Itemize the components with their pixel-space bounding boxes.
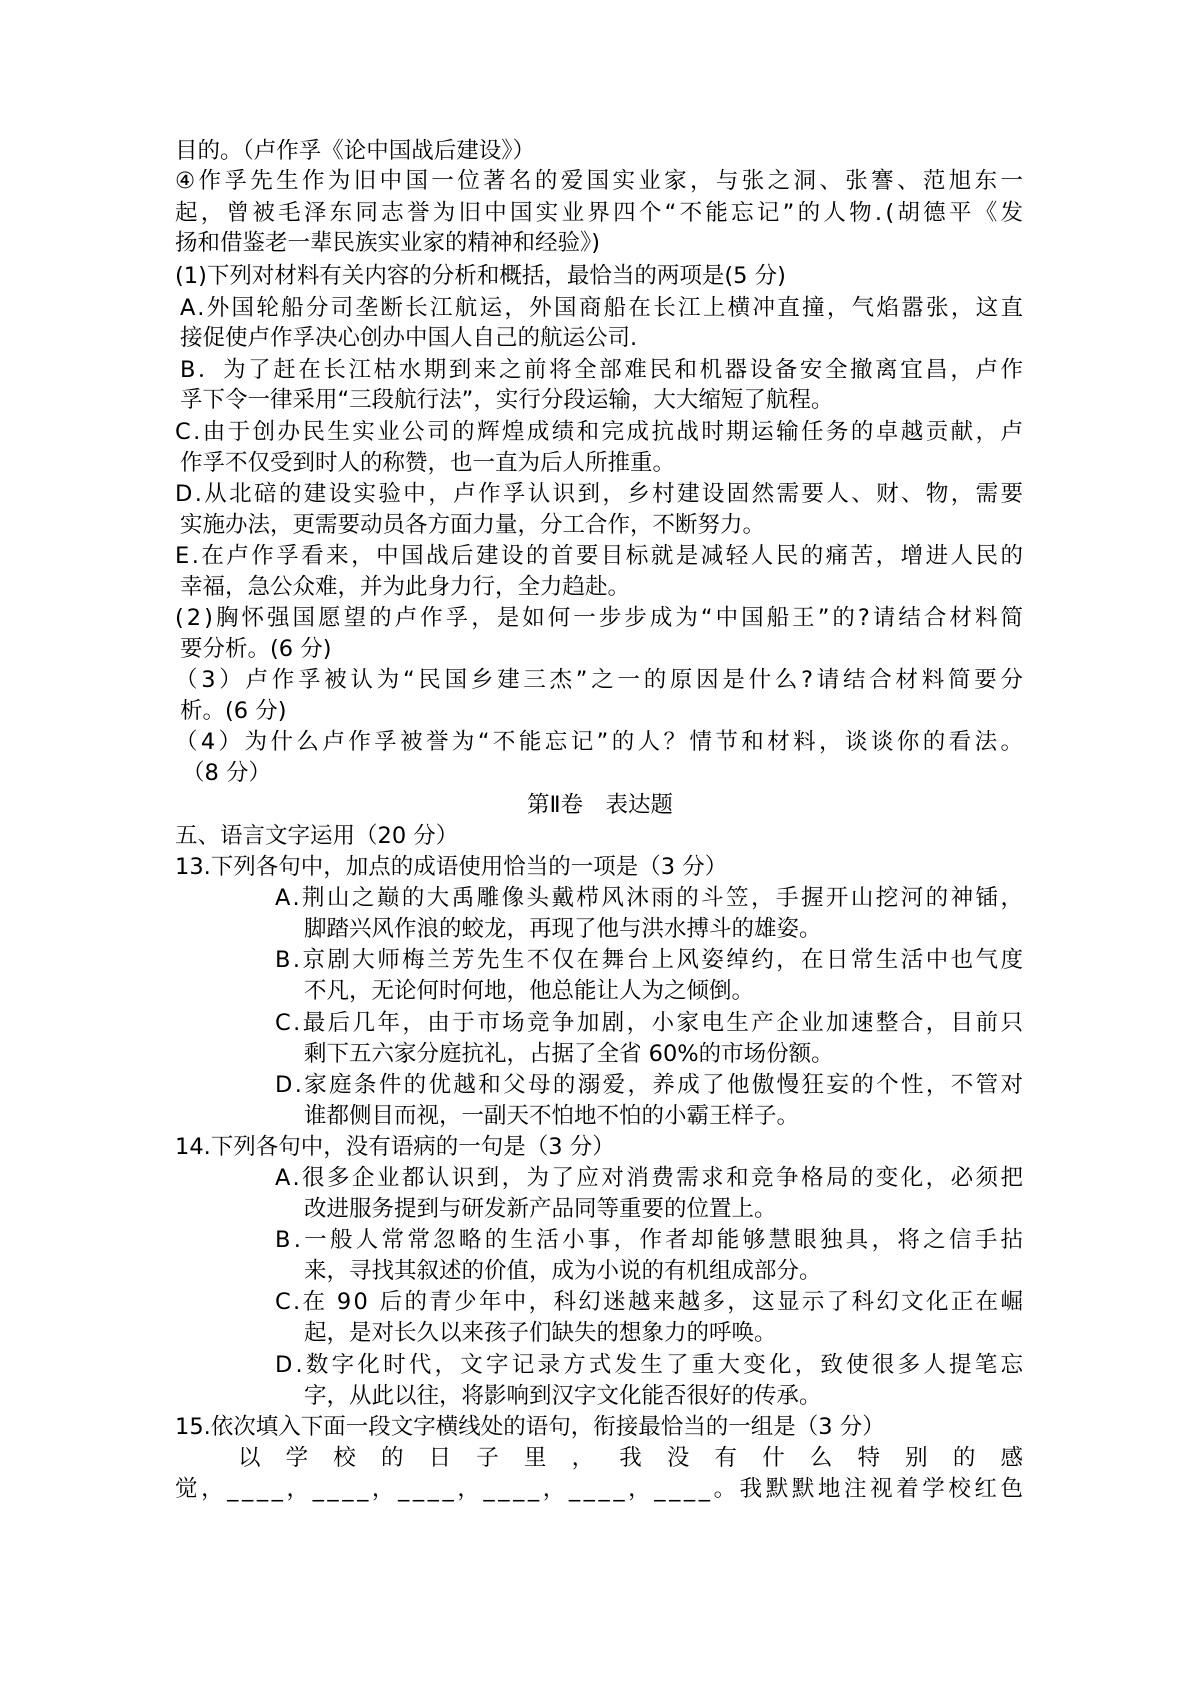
question-1: (1)下列对材料有关内容的分析和概括，最恰当的两项是(5 分) <box>175 263 786 289</box>
option-b-cont: 孚下令一律采用“三段航行法”，实行分段运输，大大缩短了航程。 <box>180 387 834 413</box>
q13-option-c: C.最后几年，由于市场竞争加剧，小家电生产企业加速整合，目前只 <box>275 1010 1026 1036</box>
section-title: 第Ⅱ卷 表达题 <box>526 792 674 818</box>
option-e-cont: 幸福，急公众难，并为此身力行，全力趋赴。 <box>180 574 631 600</box>
question-3: （3）卢作孚被认为“民国乡建三杰”之一的原因是什么?请结合材料简要分 <box>175 667 1027 693</box>
q13-option-c-cont: 剩下五六家分庭抗礼，占据了全省 60%的市场份额。 <box>304 1041 834 1067</box>
question-2-cont: 要分析。(6 分) <box>180 636 332 662</box>
q14-option-a-cont: 改进服务提到与研发新产品同等重要的位置上。 <box>304 1196 777 1222</box>
q14-option-c: C.在 90 后的青少年中，科幻迷越来越多，这显示了科幻文化正在崛 <box>275 1289 1026 1315</box>
option-d-cont: 实施办法，更需要动员各方面力量，分工合作，不断努力。 <box>180 512 766 538</box>
text-line: ④作孚先生作为旧中国一位著名的爱国实业家，与张之洞、张謇、范旭东一 <box>175 168 1027 194</box>
question-14: 14.下列各句中，没有语病的一句是（3 分） <box>175 1134 615 1160</box>
q13-option-d: D.家庭条件的优越和父母的溺爱，养成了他傲慢狂妄的个性，不管对 <box>275 1072 1026 1098</box>
question-4: （4）为什么卢作孚被誉为“不能忘记”的人？情节和材料，谈谈你的看法。 <box>175 729 1027 755</box>
option-e: E.在卢作孚看来，中国战后建设的首要目标就是减轻人民的痛苦，增进人民的 <box>175 543 1026 569</box>
text-line: 目的。（卢作孚《论中国战后建设》） <box>175 138 536 164</box>
question-4-cont: （8 分） <box>182 760 271 786</box>
text-line: 起，曾被毛泽东同志誉为旧中国实业界四个“不能忘记”的人物.(胡德平《发 <box>175 200 1027 226</box>
text-line: 扬和借鉴老一辈民族实业家的精神和经验》) <box>175 230 601 256</box>
q14-option-c-cont: 起，是对长久以来孩子们缺失的想象力的呼唤。 <box>304 1320 777 1346</box>
q15-passage: 以学校的日子里，我没有什么特别的感 <box>238 1445 1049 1471</box>
q14-option-a: A.很多企业都认识到，为了应对消费需求和竞争格局的变化，必须把 <box>275 1165 1026 1191</box>
option-a: A.外国轮船分司垄断长江航运，外国商船在长江上横冲直撞，气焰嚣张，这直 <box>180 295 1026 321</box>
q13-option-b: B.京剧大师梅兰芳先生不仅在舞台上风姿绰约，在日常生活中也气度 <box>275 947 1026 973</box>
option-b: B．为了赶在长江枯水期到来之前将全部难民和机器设备安全撤离宜昌，卢作 <box>180 357 1026 383</box>
q15-passage-cont: 觉，____，____，____，____，____，____。我默默地注视着学校红色 <box>175 1476 1027 1502</box>
section-heading: 五、语言文字运用（20 分） <box>175 823 459 849</box>
option-c: C.由于创办民生实业公司的辉煌成绩和完成抗战时期运输任务的卓越贡献，卢 <box>175 419 1026 445</box>
option-c-cont: 作孚不仅受到时人的称赞，也一直为后人所推重。 <box>180 450 676 476</box>
q14-option-b: B.一般人常常忽略的生活小事，作者却能够慧眼独具，将之信手拈 <box>275 1227 1027 1253</box>
question-2: (2)胸怀强国愿望的卢作孚，是如何一步步成为“中国船王”的?请结合材料简 <box>175 605 1027 631</box>
option-d: D.从北碚的建设实验中，卢作孚认识到，乡村建设固然需要人、财、物，需要 <box>175 481 1026 507</box>
question-15: 15.依次填入下面一段文字横线处的语句，衔接最恰当的一组是（3 分） <box>175 1414 885 1440</box>
question-3-cont: 析。(6 分) <box>180 698 287 724</box>
q13-option-b-cont: 不凡，无论何时何地，他总能让人为之倾倒。 <box>304 978 755 1004</box>
q14-option-d: D.数字化时代，文字记录方式发生了重大变化，致使很多人提笔忘 <box>275 1352 1027 1378</box>
q14-option-b-cont: 来，寻找其叙述的价值，成为小说的有机组成部分。 <box>304 1258 822 1284</box>
q13-option-d-cont: 谁都侧目而视，一副天不怕地不怕的小霸王样子。 <box>304 1103 800 1129</box>
option-a-cont: 接促使卢作孚决心创办中国人自己的航运公司. <box>180 325 638 351</box>
q13-option-a-cont: 脚踏兴风作浪的蛟龙，再现了他与洪水搏斗的雄姿。 <box>304 916 822 942</box>
q14-option-d-cont: 字，从此以往，将影响到汉字文化能否很好的传承。 <box>304 1383 822 1409</box>
q13-option-a: A.荆山之巅的大禹雕像头戴栉风沐雨的斗笠，手握开山挖河的神锸， <box>275 885 1026 911</box>
question-13: 13.下列各句中，加点的成语使用恰当的一项是（3 分） <box>175 854 728 880</box>
